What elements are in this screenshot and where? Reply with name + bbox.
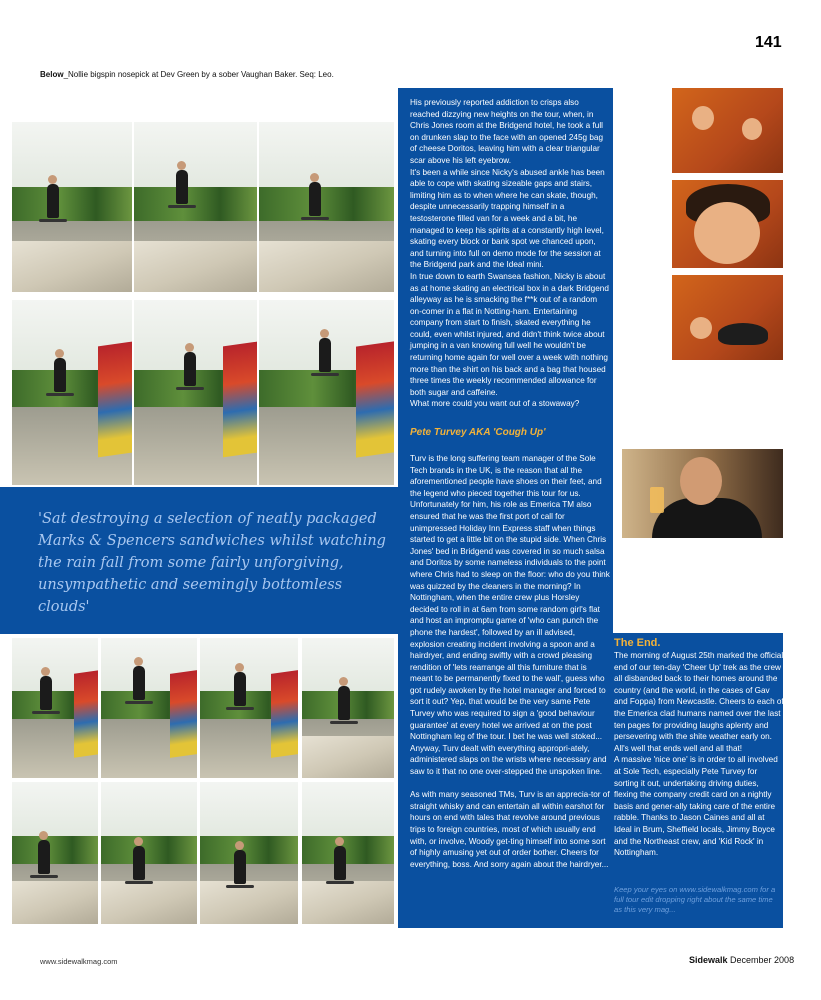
sequence-photo xyxy=(101,638,197,778)
crew-photo xyxy=(672,180,783,268)
sequence-photo xyxy=(200,638,298,778)
footer-website: www.sidewalkmag.com xyxy=(40,957,118,966)
crew-photo xyxy=(672,88,783,173)
article-column-1 xyxy=(410,97,610,410)
sequence-photo xyxy=(12,122,132,292)
sequence-photo xyxy=(259,122,394,292)
article-column-3 xyxy=(614,650,784,859)
sequence-photo xyxy=(302,638,394,778)
sequence-photo xyxy=(12,300,132,485)
sequence-photo xyxy=(12,782,98,924)
page-number: 141 xyxy=(755,34,782,51)
article-text: The morning of August 25th marked the official end of our ten-day 'Cheer Up' trek as the crew all disbanded back to their homes around the country (and the world, in the cases of Gav and Foppa) from Newcastle. Cheers to each of the Emerica clad humans named over the last ten pages for providing laughs aplenty and persevering with the shite weather early on. All's well that ends well and all that! A massive 'nice one' is in order to all involved at Sole Tech, especially Pete Turvey for sorting it out, undertaking driving duties, flexing the company credit card on a nightly basis and gener-ally taking care of the entire rabble. Thanks to Jason Caines and all at Ideal in Brum, Sheffield locals, Jimmy Boyce and the Northeast crew, and 'Kid Rock' in Nottingham. xyxy=(614,651,784,858)
caption-text: _Nollie bigspin nosepick at Dev Green by a sober Vaughan Baker. Seq: Leo. xyxy=(63,70,334,79)
caption-label: Below xyxy=(40,70,64,79)
sequence-photo xyxy=(259,300,394,485)
crew-photo xyxy=(672,275,783,360)
article-column-2 xyxy=(410,453,610,870)
section-heading: Pete Turvey AKA 'Cough Up' xyxy=(410,427,546,438)
pull-quote: 'Sat destroying a selection of neatly packaged Marks & Spencers sandwiches whilst watching the rain fall from some fairly unforgiving, unsympathetic and seemingly bottomless clouds' xyxy=(38,511,386,615)
pete-turvey-photo xyxy=(622,449,783,538)
footer-issue xyxy=(689,955,794,965)
sequence-photo xyxy=(302,782,394,924)
article-text: Turv is the long suffering team manager of the Sole Tech brands in the UK, is the reason that all the aforementioned people have shoes on their feet, and the legend who pieced together this tour for us. Unfortunately for him, his role as Emerica TM also ensured that he was the first port of call for unimpressed Holiday Inn Express staff when things started to get a little bit on the stupid side. When Chris Jones' bed in Bridgend was covered in so much salsa and Doritos by some nameless individuals to the point where Chris had to sleep on the floor: who do you think was quizzed by the cleaners in the morning? In Nottingham, when the entire crew plus Horsley decided to roll in at 6am from some random girl's flat and host an impromptu game of 'who can punch the phone the hardest', followed by an ill advised, explosion creating incident involving a spoon and a hairdryer, and ending swiftly with a crowd pleasing rendition of 'lets rearrange all this furniture that is meant to be permanently fixed to the wall', guess who got rudely awoken by the hotel manager and forced to sort it out? Yep, that would be the very same Pete Turvey who was required to sign a 'good behaviour guarantee' at every hotel we arrived at on the post Nottingham leg of the tour. I bet he was well stoked... Anyway, Turv dealt with everything appropri-ately, administered slaps on the wrists where necessary and saw to it that no one over-stepped the unspoken line. As with many seasoned TMs, Turv is an apprecia-tor of straight whisky and can entertain all within earshot for hours on end with tales that revolve around previous trips to foreign countries, most of which usually end with, or involve, Woody get-ting himself into some sort of highly amusing yet out of order bother. Cheers for everything, boss. And sorry again about the hairdryer... xyxy=(410,454,610,869)
issue-date: December 2008 xyxy=(727,955,795,965)
end-title: The End. xyxy=(614,637,661,649)
sequence-photo xyxy=(200,782,298,924)
photo-caption xyxy=(40,70,334,79)
sign-off-link-text: Keep your eyes on www.sidewalkmag.com for a full tour edit dropping right about the same time as this very mag... xyxy=(614,885,776,915)
sequence-photo xyxy=(101,782,197,924)
sequence-photo xyxy=(12,638,98,778)
magazine-name: Sidewalk xyxy=(689,955,728,965)
article-text: His previously reported addiction to crisps also reached dizzying new heights on the tour, when, in Chris Jones room at the Bridgend hotel, he took a full on drunken slap to the face with an opened 245g bag of cheese Doritos, leaving him with a clear triangular scar above his left eyebrow. It's been a while since Nicky's abused ankle has been able to cope with skating sizeable gaps and stairs, limiting him as to when where he can skate, though, despite unnecessarily trapping himself in a testosterone filled van for a week and a bit, he managed to keep his spirits at a constantly high level, skating every block or bank spot we chanced upon, and turning into full on demo mode for the session at the Bridgend park and the Ideal mini. In true down to earth Swansea fashion, Nicky is about as at home skating an electrical box in a dark Bridgend alleyway as he is smacking the f**k out of a random on-comer in a flat in Notting-ham. Entertaining company from start to finish, skated everything he could, even whilst injured, and didn't think twice about jumping in a van knowing full well he wouldn't be returning home again for well over a week with nothing more than the shirt on his back and a bag that housed three times the weekly recommended allowance for both sugar and caffeine. What more could you want out of a stowaway? xyxy=(410,98,609,409)
sequence-photo xyxy=(134,122,257,292)
sequence-photo xyxy=(134,300,257,485)
